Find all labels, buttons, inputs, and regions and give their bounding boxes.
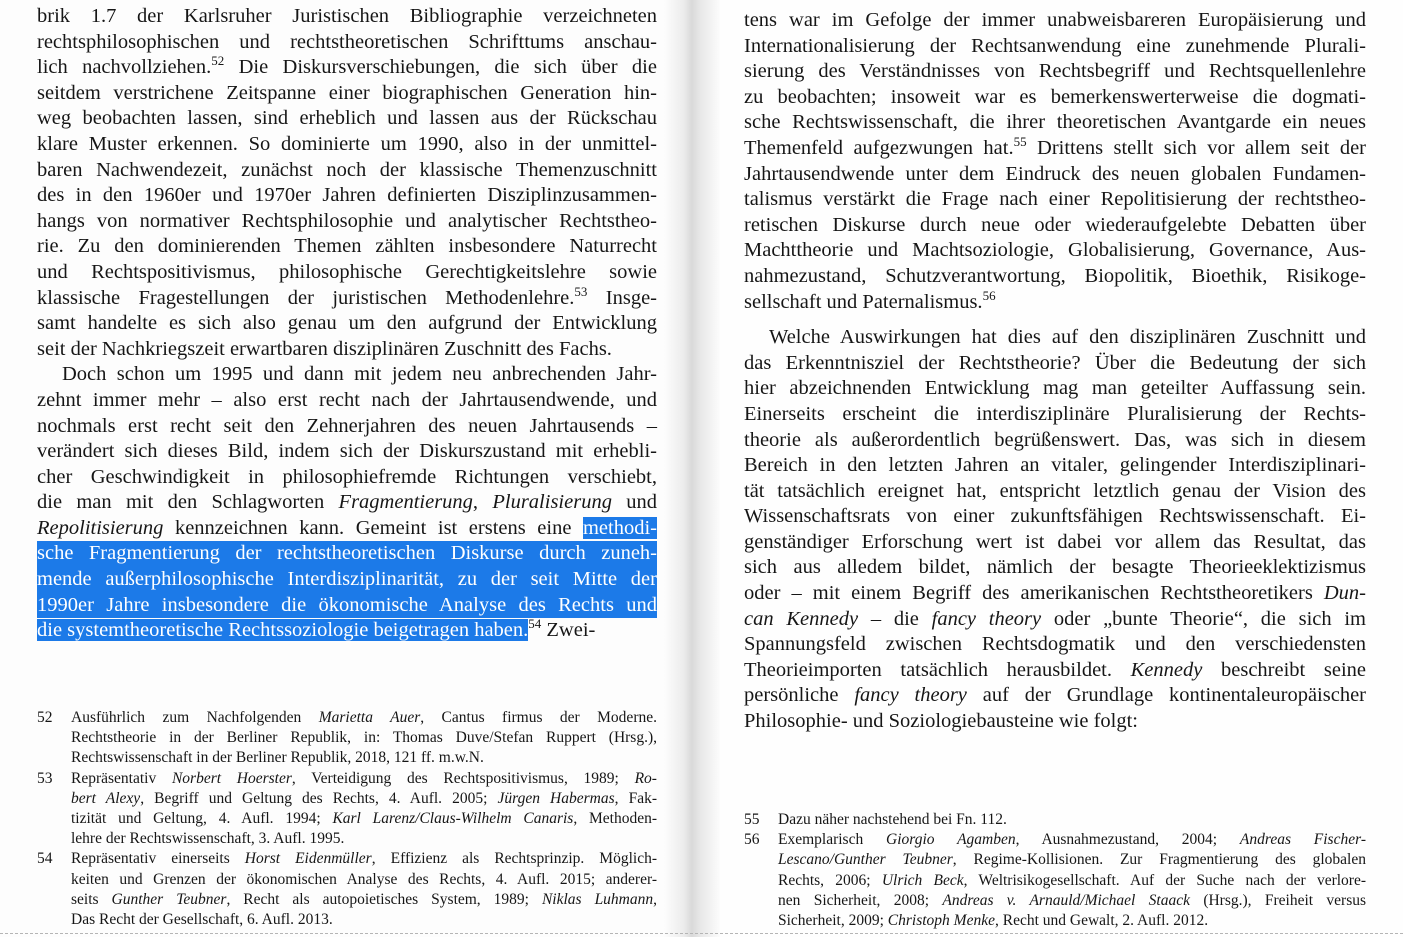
footnote-text bbox=[71, 708, 657, 769]
text-line: und Rechtspositivismus, philosophische Gerechtigkeitslehre sowie bbox=[37, 260, 657, 283]
text-line: Einerseits erscheint die interdisziplinäre Pluralisierung der Rechts- bbox=[744, 402, 1366, 425]
footnote bbox=[744, 810, 1366, 830]
footnote-ref[interactable]: 52 bbox=[211, 53, 225, 69]
text-line: Philosophie- und Soziologiebausteine wie folgt: bbox=[744, 710, 1139, 733]
footnote bbox=[37, 849, 657, 930]
footnote-number: 53 bbox=[37, 769, 53, 787]
text-line: hangs von normativer Rechtsphilosophie und analytischer Rechtstheo- bbox=[37, 209, 657, 232]
text-line: sche Rechtswissenschaft, die ihrer theoretischen Avantgarde ein neues bbox=[744, 111, 1366, 134]
text-selection-line[interactable]: mende außerphilosophische Interdisziplinarität, zu der seit Mitte der bbox=[37, 567, 657, 593]
book-gutter bbox=[664, 0, 720, 937]
text-line: can Kennedy – die fancy theory oder „bunte Theorie“, die sich im bbox=[744, 607, 1367, 630]
footnote-line: Repräsentativ einerseits Horst Eidenmüller, Effizienz als Rechtsprinzip. Möglich- bbox=[71, 850, 657, 868]
text-selection-line[interactable]: 1990er Jahre insbesondere die ökonomische Analyse des Rechts und bbox=[37, 593, 657, 619]
text-line: Repolitisierung kennzeichnen kann. Gemeint ist erstens eine methodi- bbox=[37, 516, 657, 539]
text-line: die systemtheoretische Rechtssoziologie beigetragen haben.$^{54}$ Zwei- bbox=[37, 616, 596, 642]
scan-bottom-edge bbox=[0, 933, 1403, 937]
text-line: weg beobachten lassen, sind erheblich und lassen aus der Rückschau bbox=[37, 107, 657, 130]
footnote-ref[interactable]: 56 bbox=[982, 287, 996, 303]
footnote bbox=[744, 830, 1366, 931]
footnote-number: 56 bbox=[744, 831, 760, 849]
footnote-line: Dazu näher nachstehend bei Fn. 112. bbox=[778, 811, 1007, 828]
footnote-line: Exemplarisch Giorgio Agamben, Ausnahmezustand, 2004; Andreas Fischer- bbox=[778, 831, 1366, 849]
footnote-ref[interactable]: 55 bbox=[1013, 134, 1027, 150]
text-line: Bereich in den letzten Jahren an vitaler, gelingender Interdisziplinari- bbox=[744, 454, 1366, 477]
text-line: lich nachvollziehen.$^{52}$ Die Diskursverschiebungen, die sich über die bbox=[37, 53, 657, 79]
footnote bbox=[37, 708, 657, 769]
text-line: retischen Diskurse durch neue oder wiederaufgelebte Debatten über bbox=[744, 213, 1366, 236]
footnote-line: Rechtswissenschaft in der Berliner Republik, 2018, 121 ff. m.w.N. bbox=[71, 749, 484, 767]
right-body-text bbox=[744, 8, 1366, 735]
text-line: Spannungsfeld zwischen Rechtsdogmatik und den verschiedensten bbox=[744, 633, 1366, 656]
footnote-line: Lescano/Gunther Teubner, Regime-Kollisionen. Zur Fragmentierung des globalen bbox=[778, 851, 1366, 869]
text-line: Machttheorie und Machtsoziologie, Globalisierung, Governance, Aus- bbox=[744, 239, 1366, 262]
footnote bbox=[37, 769, 657, 850]
footnote-line: keiten und Grenzen der ökonomischen Analyse des Rechts, 4. Aufl. 2015; anderer- bbox=[71, 870, 657, 888]
text-line: hier abzeichnenden Entwicklung mag man geteilter Auffassung sein. bbox=[744, 377, 1366, 400]
text-line: samt handelte es sich also genau um den aufgrund der Entwicklung bbox=[37, 312, 657, 335]
text-line: cher Geschwindigkeit in philosophiefremde Richtungen verschiebt, bbox=[37, 465, 657, 488]
text-line: persönliche fancy theory auf der Grundlage kontinentaleuropäischer bbox=[744, 684, 1367, 707]
footnote-line: Das Recht der Gesellschaft, 6. Aufl. 2013. bbox=[71, 911, 333, 929]
text-line: seitdem verstrichene Zeitspanne einer biographischen Generation hin- bbox=[37, 81, 657, 104]
footnote-text bbox=[71, 769, 657, 850]
footnote-number: 52 bbox=[37, 709, 53, 726]
text-line: brik 1.7 der Karlsruher Juristischen Bibliographie verzeichneten bbox=[37, 5, 657, 27]
footnote-line: Sicherheit, 2009; Christoph Menke, Recht und Gewalt, 2. Aufl. 2012. bbox=[778, 912, 1209, 930]
text-line: tens war im Gefolge der immer unabweisbareren Europäisierung und bbox=[744, 9, 1366, 31]
footnote-ref[interactable]: 54 bbox=[528, 616, 542, 632]
text-selection-line[interactable]: sche Fragmentierung der rechtstheoretischen Diskurse durch zuneh- bbox=[37, 541, 657, 567]
footnote-text bbox=[71, 849, 657, 930]
text-line: nochmals erst recht seit den Zehnerjahren des neuen Jahrtausends – bbox=[37, 414, 657, 437]
footnote-line: tizität und Geltung, 4. Aufl. 1994; Karl Larenz/Claus-Wilhelm Canaris, Methoden- bbox=[71, 810, 657, 828]
text-line: Wissenschaftsrats von einer zukunftsfähigen Rechtswissenschaft. Ei- bbox=[744, 505, 1366, 528]
left-body-text bbox=[37, 4, 657, 644]
text-line: Welche Auswirkungen hat dies auf den disziplinären Zuschnitt und bbox=[769, 326, 1366, 349]
right-page bbox=[690, 0, 1403, 937]
text-line: zu beobachten; insoweit war es bemerkenswerterweise die dogmati- bbox=[744, 85, 1366, 108]
footnote-line: lehre der Rechtswissenschaft, 3. Aufl. 1995. bbox=[71, 830, 345, 848]
footnote-line: Rechts, 2006; Ulrich Beck, Weltrisikogesellschaft. Auf der Suche nach der verlore- bbox=[778, 871, 1366, 889]
text-line: die man mit den Schlagworten Fragmentierung, Pluralisierung und bbox=[37, 491, 658, 514]
text-line: rie. Zu den dominierenden Themen zählten insbesondere Naturrecht bbox=[37, 235, 657, 258]
text-line: zehnt immer mehr – also erst recht nach der Jahrtausendwende, und bbox=[37, 388, 657, 411]
footnote-text bbox=[778, 830, 1366, 931]
footnote-line: nen Sicherheit, 2008; Andreas v. Arnauld/Michael Staack (Hrsg.), Freiheit versus bbox=[778, 891, 1367, 909]
text-line: klare Muster erkennen. So dominierte um 1990, also in der unmittel- bbox=[37, 132, 657, 155]
right-paragraph-2 bbox=[744, 325, 1366, 735]
text-line: oder – mit einem Begriff des amerikanischen Rechtstheoretikers Dun- bbox=[744, 582, 1366, 605]
text-line: talismus verstärkt die Frage nach einer Repolitisierung der rechtstheo- bbox=[744, 188, 1366, 211]
footnote-line: bert Alexy, Begriff und Geltung des Rechts, 4. Aufl. 2005; Jürgen Habermas, Fak- bbox=[71, 789, 657, 807]
text-line: sich aus alledem bildet, nämlich der besagte Theorieeklektizismus bbox=[744, 556, 1366, 579]
footnote-number: 55 bbox=[744, 811, 760, 828]
text-line: sierung des Verständnisses von Rechtsbegriff und Rechtsquellenlehre bbox=[744, 60, 1366, 83]
text-line: das Erkenntnisziel der Rechtstheorie? Über die Bedeutung der sich bbox=[744, 351, 1366, 374]
footnote-number: 54 bbox=[37, 850, 53, 868]
footnote-line: Ausführlich zum Nachfolgenden Marietta Auer, Cantus firmus der Moderne. bbox=[71, 709, 657, 726]
text-line: des in den 1960er und 1970er Jahren definierten Disziplinzusammen- bbox=[37, 184, 657, 207]
left-page bbox=[0, 0, 690, 937]
text-selection-end[interactable]: die systemtheoretische Rechtssoziologie beigetragen haben. bbox=[37, 619, 529, 642]
left-footnotes bbox=[37, 708, 657, 930]
text-line: sellschaft und Paternalismus.$^{56}$ bbox=[744, 287, 996, 313]
text-line: Themenfeld aufgezwungen hat.$^{55}$ Drittens stellt sich vor allem seit der bbox=[744, 134, 1367, 159]
text-line: nahmezustand, Schutzverantwortung, Biopolitik, Bioethik, Risikoge- bbox=[744, 264, 1366, 287]
text-line: Internationalisierung der Rechtsanwendung eine zunehmende Plurali- bbox=[744, 34, 1366, 57]
text-selection-start[interactable]: methodi- bbox=[582, 516, 657, 539]
footnote-line: Repräsentativ Norbert Hoerster, Verteidigung des Rechtspositivismus, 1989; Ro- bbox=[71, 769, 657, 787]
footnote-text bbox=[778, 810, 1366, 830]
text-line: tät tatsächlich ereignet hat, entspricht letztlich genau der Vision des bbox=[744, 479, 1366, 502]
text-line: Theorieimporten tatsächlich herausbildet. Kennedy beschreibt seine bbox=[744, 658, 1366, 681]
right-footnotes bbox=[744, 810, 1366, 931]
footnote-ref[interactable]: 53 bbox=[574, 283, 588, 299]
text-line: genständiger Erforschung wert ist dabei vor allem das Resultat, das bbox=[744, 530, 1366, 553]
text-line: seit der Nachkriegszeit erwartbaren disziplinären Zuschnitt des Fachs. bbox=[37, 337, 612, 360]
text-line: baren Nachwendezeit, zunächst noch der klassische Themenzuschnitt bbox=[37, 158, 657, 181]
footnote-line: Rechtstheorie in der Berliner Republik, in: Thomas Duve/Stefan Ruppert (Hrsg.), bbox=[71, 729, 657, 747]
text-line: Doch schon um 1995 und dann mit jedem neu anbrechenden Jahr- bbox=[62, 363, 657, 386]
text-line: theorie als außerordentlich begrüßenswert. Das, was sich in diesem bbox=[744, 428, 1366, 451]
text-line: Jahrtausendwende unter dem Eindruck des neuen globalen Fundamen- bbox=[744, 162, 1366, 185]
footnote-line: seits Gunther Teubner, Recht als autopoietisches System, 1989; Niklas Luhmann, bbox=[71, 890, 658, 908]
text-line: klassische Fragestellungen der juristischen Methodenlehre.$^{53}$ Insge- bbox=[37, 283, 657, 309]
text-line: rechtsphilosophischen und rechtstheoretischen Schrifttums anschau- bbox=[37, 30, 657, 53]
text-line: verändert sich dieses Bild, indem sich der Diskurszustand mit erhebli- bbox=[37, 440, 657, 463]
